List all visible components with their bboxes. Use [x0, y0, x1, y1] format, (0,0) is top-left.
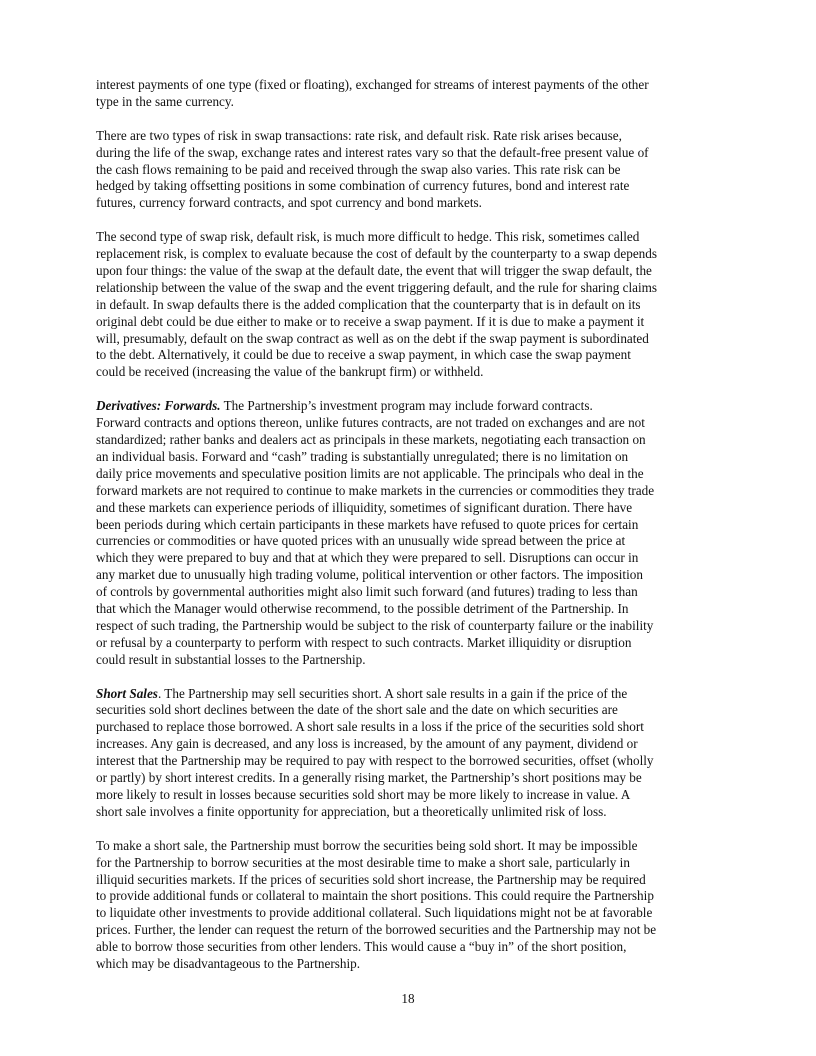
text-line: [96, 314, 722, 331]
text-line: [96, 702, 722, 719]
text-line: [96, 246, 722, 263]
line-text: the cash flows remaining to be paid and received through the swap also varies. This rate risk can be: [96, 161, 621, 177]
section-run-in-heading: Derivatives: Forwards.: [96, 398, 221, 414]
text-line: [96, 956, 722, 973]
line-text: to the debt. Alternatively, it could be due to receive a swap payment, in which case the swap payment: [96, 347, 631, 363]
text-line: [96, 178, 722, 195]
line-text: that which the Manager would otherwise recommend, to the possible detriment of the Partnership. In: [96, 601, 629, 617]
text-line: [96, 855, 722, 872]
line-text: daily price movements and speculative position limits are not applicable. The principals who deal in the: [96, 465, 644, 481]
line-text: could be received (increasing the value of the bankrupt firm) or withheld.: [96, 364, 484, 380]
text-line: [96, 804, 722, 821]
line-text: type in the same currency.: [96, 93, 234, 109]
text-line: [96, 872, 722, 889]
page-number: 18: [401, 991, 415, 1006]
text-line: [96, 483, 722, 500]
line-text: for the Partnership to borrow securities at the most desirable time to make a short sale, particularly in: [96, 854, 630, 870]
line-text: any market due to unusually high trading volume, political intervention or other factors. The imposition: [96, 567, 643, 583]
text-line: [96, 145, 722, 162]
text-line: [96, 415, 722, 432]
text-line: [96, 297, 722, 314]
text-line: [96, 922, 722, 939]
line-text: upon four things: the value of the swap at the default date, the event that will trigger the swap default, the: [96, 262, 652, 278]
paragraph: [96, 838, 722, 973]
text-line: [96, 195, 722, 212]
line-text: during the life of the swap, exchange rates and interest rates vary so that the default-free present value of: [96, 144, 649, 160]
line-text: forward markets are not required to continue to make markets in the currencies or commodities they trade: [96, 482, 655, 498]
text-line: [96, 888, 722, 905]
paragraph: [96, 77, 722, 111]
line-text: been periods during which certain participants in these markets have refused to quote prices for certain: [96, 516, 639, 532]
line-text: more likely to result in losses because securities sold short may be more likely to increase in value. A: [96, 787, 631, 802]
line-text: Forward contracts and options thereon, unlike futures contracts, are not traded on exchanges and are not: [96, 415, 645, 431]
document-body: [96, 77, 722, 990]
text-line: [96, 550, 722, 567]
text-line: [96, 533, 722, 550]
line-text: currencies or commodities or have quoted prices with an unusually wide spread between the price at: [96, 533, 626, 549]
text-line: [96, 500, 722, 517]
line-text: able to borrow those securities from other lenders. This would cause a “buy in” of the short position,: [96, 939, 627, 955]
text-line: [96, 686, 722, 703]
text-line: [96, 432, 722, 449]
line-text: standardized; rather banks and dealers act as principals in these markets, negotiating each transaction on: [96, 431, 646, 447]
line-text: relationship between the value of the swap and the event triggering default, and the rule for sharing claims: [96, 279, 658, 295]
line-text: or partly) by short interest credits. In a generally rising market, the Partnership’s short positions may be: [96, 770, 642, 786]
text-line: [96, 347, 722, 364]
line-text: The second type of swap risk, default risk, is much more difficult to hedge. This risk, sometimes called: [96, 229, 640, 245]
text-line: [96, 736, 722, 753]
text-line: [96, 618, 722, 635]
text-line: [96, 635, 722, 652]
text-line: [96, 77, 722, 94]
line-text: to provide additional funds or collateral to maintain the short positions. This could require the Partnership: [96, 888, 654, 904]
text-line: [96, 162, 722, 179]
line-text: respect of such trading, the Partnership would be subject to the risk of counterparty failure or the inability: [96, 617, 654, 633]
line-text: hedged by taking offsetting positions in some combination of currency futures, bond and interest rate: [96, 178, 630, 194]
paragraph: [96, 398, 722, 669]
line-text: which they were prepared to buy and that at which they were prepared to sell. Disruptions can occur in: [96, 550, 639, 566]
text-line: [96, 838, 722, 855]
line-text: will, presumably, default on the swap contract as well as on the debt if the swap payment is subordinated: [96, 330, 649, 346]
text-line: [96, 939, 722, 956]
line-text: could result in substantial losses to the Partnership.: [96, 651, 366, 667]
line-text: interest that the Partnership may be required to pay with respect to the borrowed securities, offset (wholly: [96, 753, 654, 769]
text-line: [96, 466, 722, 483]
line-text: in default. In swap defaults there is the added complication that the counterparty that is in default on its: [96, 296, 641, 312]
text-line: [96, 787, 722, 804]
paragraph: [96, 128, 722, 213]
line-text: or refusal by a counterparty to perform with respect to such contracts. Market illiquidity or disruption: [96, 634, 632, 650]
line-text: securities sold short declines between the date of the short sale and the date on which securities are: [96, 702, 618, 718]
line-text: and these markets can experience periods of illiquidity, sometimes of significant duration. There have: [96, 499, 633, 515]
text-line: [96, 584, 722, 601]
line-text: an individual basis. Forward and “cash” trading is substantially unregulated; there is no limitation on: [96, 448, 629, 464]
text-line: [96, 601, 722, 618]
text-line: [96, 753, 722, 770]
paragraph: [96, 686, 722, 821]
text-line: [96, 719, 722, 736]
line-text: which may be disadvantageous to the Partnership.: [96, 956, 361, 972]
line-text: short sale involves a finite opportunity for appreciation, but a theoretically unlimited risk of loss.: [96, 803, 607, 819]
text-line: [96, 263, 722, 280]
text-line: [96, 652, 722, 669]
paragraph: [96, 229, 722, 381]
line-text: To make a short sale, the Partnership must borrow the securities being sold short. It may be impossible: [96, 837, 638, 853]
line-text: illiquid securities markets. If the prices of securities sold short increase, the Partnership may be required: [96, 871, 646, 887]
line-text: The Partnership’s investment program may include forward contracts.: [220, 398, 593, 414]
line-text: interest payments of one type (fixed or floating), exchanged for streams of interest payments of the other: [96, 77, 649, 92]
text-line: [96, 331, 722, 348]
text-line: [96, 567, 722, 584]
text-line: [96, 94, 722, 111]
text-line: [96, 449, 722, 466]
text-line: [96, 229, 722, 246]
text-line: [96, 517, 722, 534]
text-line: [96, 770, 722, 787]
line-text: prices. Further, the lender can request the return of the borrowed securities and the Partnership may not be: [96, 922, 657, 938]
line-text: increases. Any gain is decreased, and any loss is increased, by the amount of any payment, dividend or: [96, 736, 638, 752]
line-text: . The Partnership may sell securities short. A short sale results in a gain if the price of the: [157, 685, 628, 701]
line-text: to liquidate other investments to provide additional collateral. Such liquidations might not be at favorable: [96, 905, 653, 921]
text-line: [96, 364, 722, 381]
line-text: of controls by governmental authorities might also limit such forward (and futures) trading to less than: [96, 584, 638, 600]
line-text: original debt could be due either to make or to receive a swap payment. If it is due to make a payment it: [96, 313, 645, 329]
text-line: [96, 128, 722, 145]
line-text: replacement risk, is complex to evaluate because the cost of default by the counterparty to a swap depends: [96, 246, 657, 262]
section-run-in-heading: Short Sales: [96, 685, 158, 701]
text-line: [96, 280, 722, 297]
line-text: There are two types of risk in swap transactions: rate risk, and default risk. Rate risk arises because,: [96, 127, 622, 143]
line-text: purchased to replace those borrowed. A short sale results in a loss if the price of the securities sold short: [96, 719, 644, 735]
text-line: [96, 398, 722, 415]
text-line: [96, 905, 722, 922]
line-text: futures, currency forward contracts, and spot currency and bond markets.: [96, 195, 482, 211]
